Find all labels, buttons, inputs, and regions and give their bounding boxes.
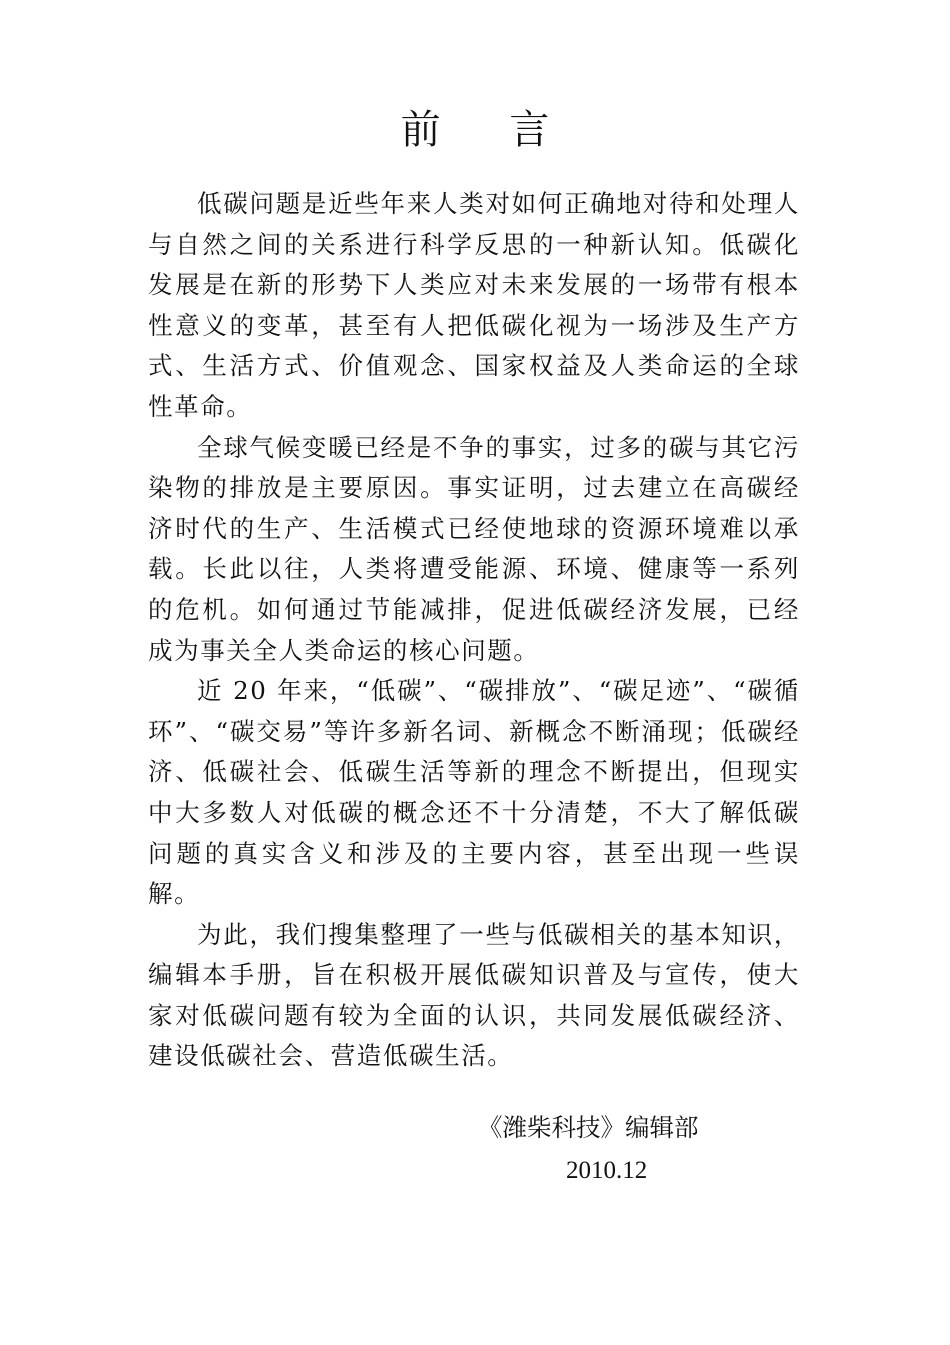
signature-date: 2010.12 [566,1157,648,1184]
paragraph-3: 近 20 年来，“低碳”、“碳排放”、“碳足迹”、“碳循环”、“碳交易”等许多新名词、新概念不断涌现；低碳经济、低碳社会、低碳生活等新的理念不断提出，但现实中大多数人对低碳的概念还不十分清楚，不大了解低碳问题的真实含义和涉及的主要内容，甚至出现一些误解。 [148,676,800,909]
paragraph-2: 全球气候变暖已经是不争的事实，过多的碳与其它污染物的排放是主要原因。事实证明，过去建立在高碳经济时代的生产、生活模式已经使地球的资源环境难以承载。长此以往，人类将遭受能源、环境、健康等一系列的危机。如何通过节能减排，促进低碳经济发展，已经成为事关全人类命运的核心问题。 [148,432,800,665]
page-title: 前 言 [400,107,578,153]
preface-body [148,184,800,1077]
signature-organization: 《潍柴科技》编辑部 [478,1113,699,1142]
paragraph-4: 为此，我们搜集整理了一些与低碳相关的基本知识，编辑本手册，旨在积极开展低碳知识普及与宣传，使大家对低碳问题有较为全面的认识，共同发展低碳经济、建设低碳社会、营造低碳生活。 [148,919,800,1071]
paragraph-1: 低碳问题是近些年来人类对如何正确地对待和处理人与自然之间的关系进行科学反思的一种新认知。低碳化发展是在新的形势下人类应对未来发展的一场带有根本性意义的变革，甚至有人把低碳化视为一场涉及生产方式、生活方式、价值观念、国家权益及人类命运的全球性革命。 [148,189,800,421]
